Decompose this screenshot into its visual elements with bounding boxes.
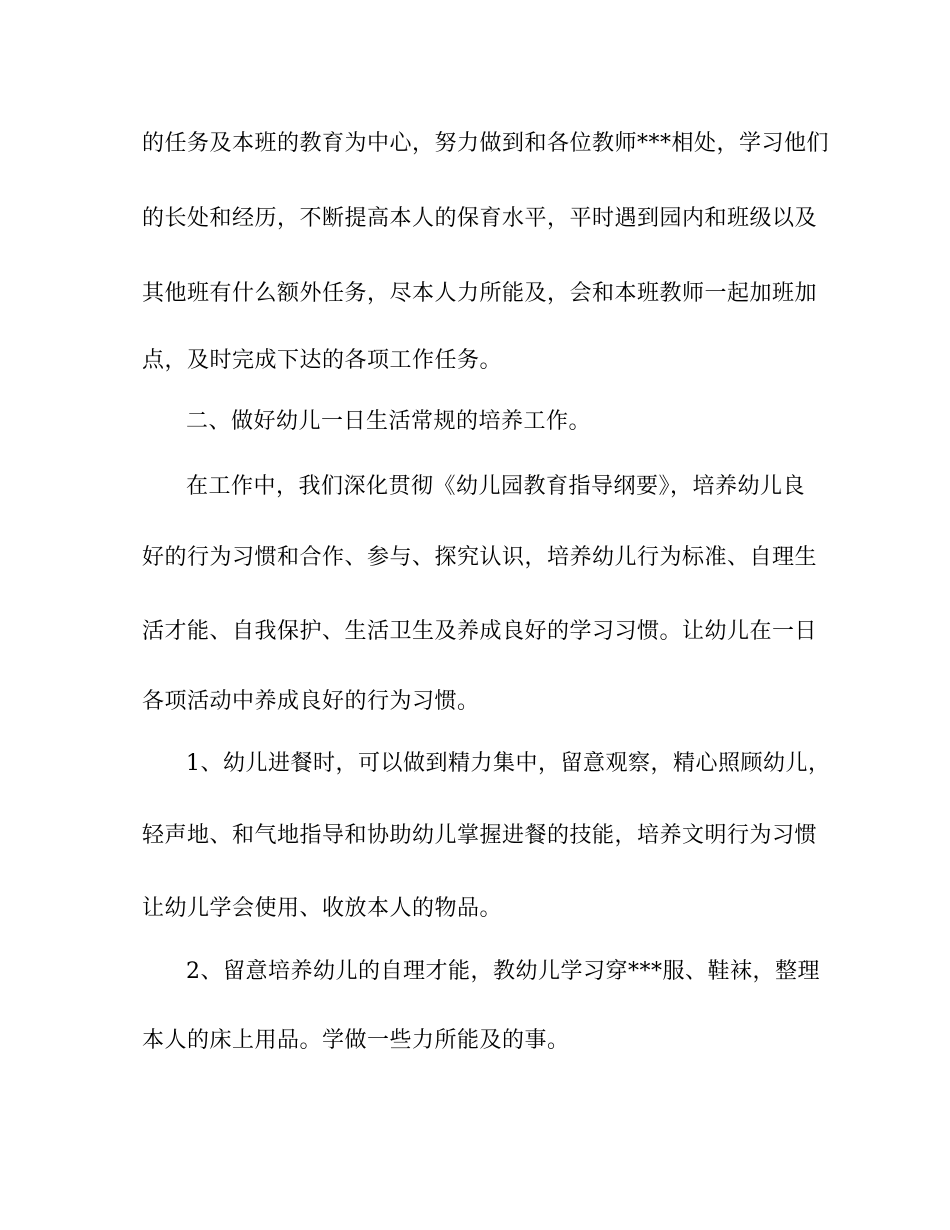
list-item-line: 1、幼儿进餐时，可以做到精力集中，留意观察，精心照顾幼儿，	[186, 751, 831, 776]
section-heading: 二、做好幼儿一日生活常规的培养工作。	[186, 409, 592, 434]
paragraph-start-line: 在工作中，我们深化贯彻《幼儿园教育指导纲要》，培养幼儿良	[186, 474, 806, 499]
body-text-line: 其他班有什么额外任务，尽本人力所能及，会和本班教师一起加班加	[142, 281, 818, 306]
body-text-line: 各项活动中养成良好的行为习惯。	[142, 689, 480, 714]
body-text-line: 的长处和经历，不断提高本人的保育水平，平时遇到园内和班级以及	[142, 206, 818, 231]
body-text-line: 点，及时完成下达的各项工作任务。	[142, 348, 503, 373]
body-text-line: 好的行为习惯和合作、参与、探究认识，培养幼儿行为标准、自理生	[142, 545, 818, 570]
body-text-line: 活才能、自我保护、生活卫生及养成良好的学习习惯。让幼儿在一日	[142, 619, 818, 644]
body-text-line: 本人的床上用品。学做一些力所能及的事。	[142, 1028, 570, 1053]
body-text-line: 让幼儿学会使用、收放本人的物品。	[142, 896, 503, 921]
list-item-line: 2、留意培养幼儿的自理才能，教幼儿学习穿***服、鞋袜，整理	[186, 959, 820, 984]
body-text-line: 轻声地、和气地指导和协助幼儿掌握进餐的技能，培养文明行为习惯	[142, 823, 818, 848]
body-text-line: 的任务及本班的教育为中心，努力做到和各位教师***相处，学习他们	[142, 131, 830, 156]
